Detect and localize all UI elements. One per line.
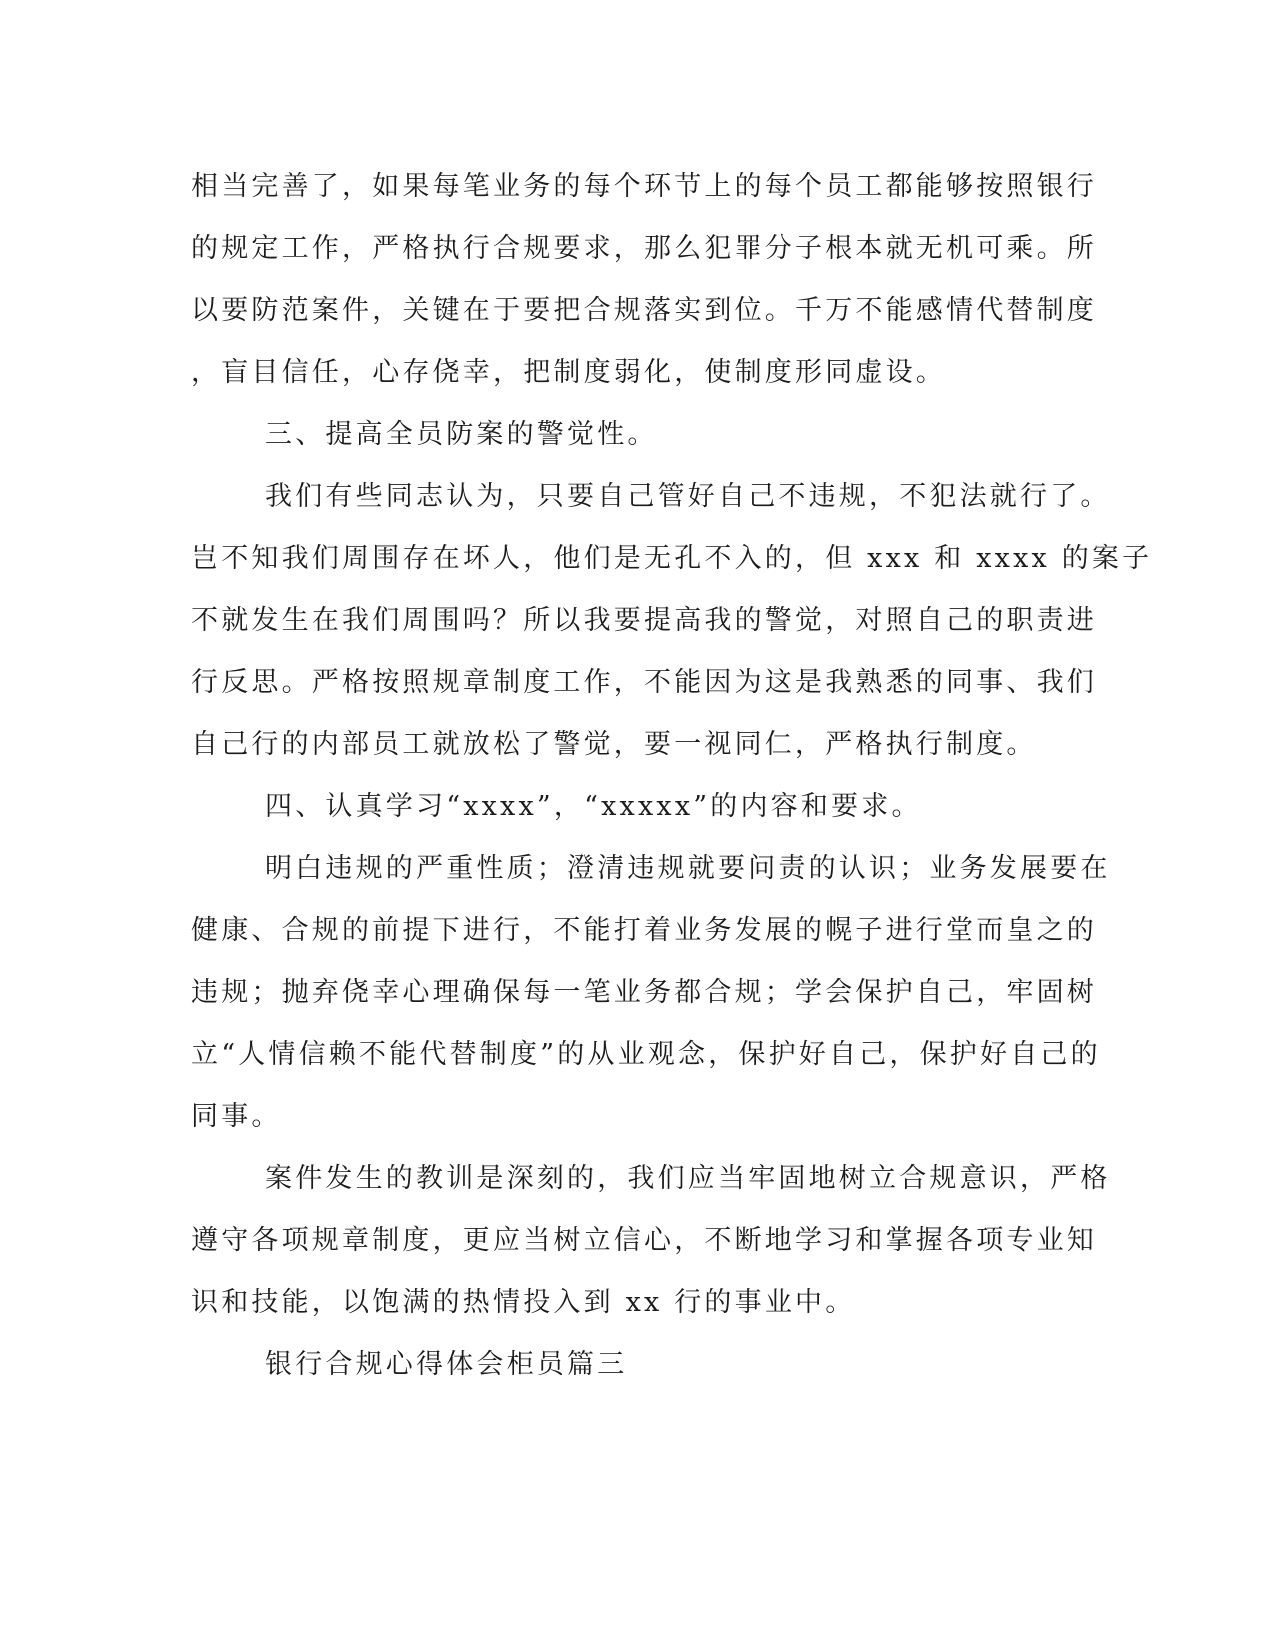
text-line: 案件发生的教训是深刻的，我们应当牢固地树立合规意识，严格	[265, 1163, 1111, 1194]
text-line: 行反思。严格按照规章制度工作，不能因为这是我熟悉的同事、我们	[191, 667, 1097, 698]
section-heading: 银行合规心得体会柜员篇三	[265, 1349, 628, 1380]
text-line: 遵守各项规章制度，更应当树立信心，不断地学习和掌握各项专业知	[191, 1225, 1097, 1256]
text-line: 的规定工作，严格执行合规要求，那么犯罪分子根本就无机可乘。所	[191, 233, 1097, 264]
text-line: ，盲目信任，心存侥幸，把制度弱化，使制度形同虚设。	[191, 357, 946, 388]
document-body	[191, 156, 1153, 1396]
text-line: 相当完善了，如果每笔业务的每个环节上的每个员工都能够按照银行	[191, 171, 1097, 202]
text-line: 自己行的内部员工就放松了警觉，要一视同仁，严格执行制度。	[191, 729, 1037, 760]
text-line: 健康、合规的前提下进行，不能打着业务发展的幌子进行堂而皇之的	[191, 915, 1097, 946]
text-line: 我们有些同志认为，只要自己管好自己不违规，不犯法就行了。	[265, 481, 1111, 512]
text-line: 立“人情信赖不能代替制度”的从业观念，保护好自己，保护好自己的	[191, 1039, 1101, 1070]
text-line: 不就发生在我们周围吗？所以我要提高我的警觉，对照自己的职责进	[191, 605, 1097, 636]
section-heading: 三、提高全员防案的警觉性。	[265, 419, 658, 450]
text-line: 同事。	[191, 1101, 282, 1132]
section-heading: 四、认真学习“xxxx”，“xxxxx”的内容和要求。	[265, 791, 922, 822]
text-line: 识和技能，以饱满的热情投入到 xx 行的事业中。	[191, 1287, 856, 1318]
text-line: 违规；抛弃侥幸心理确保每一笔业务都合规；学会保护自己，牢固树	[191, 977, 1097, 1008]
text-line: 以要防范案件，关键在于要把合规落实到位。千万不能感情代替制度	[191, 295, 1097, 326]
text-line: 岂不知我们周围存在坏人，他们是无孔不入的，但 xxx 和 xxxx 的案子	[191, 543, 1153, 574]
text-line: 明白违规的严重性质；澄清违规就要问责的认识；业务发展要在	[265, 853, 1111, 884]
